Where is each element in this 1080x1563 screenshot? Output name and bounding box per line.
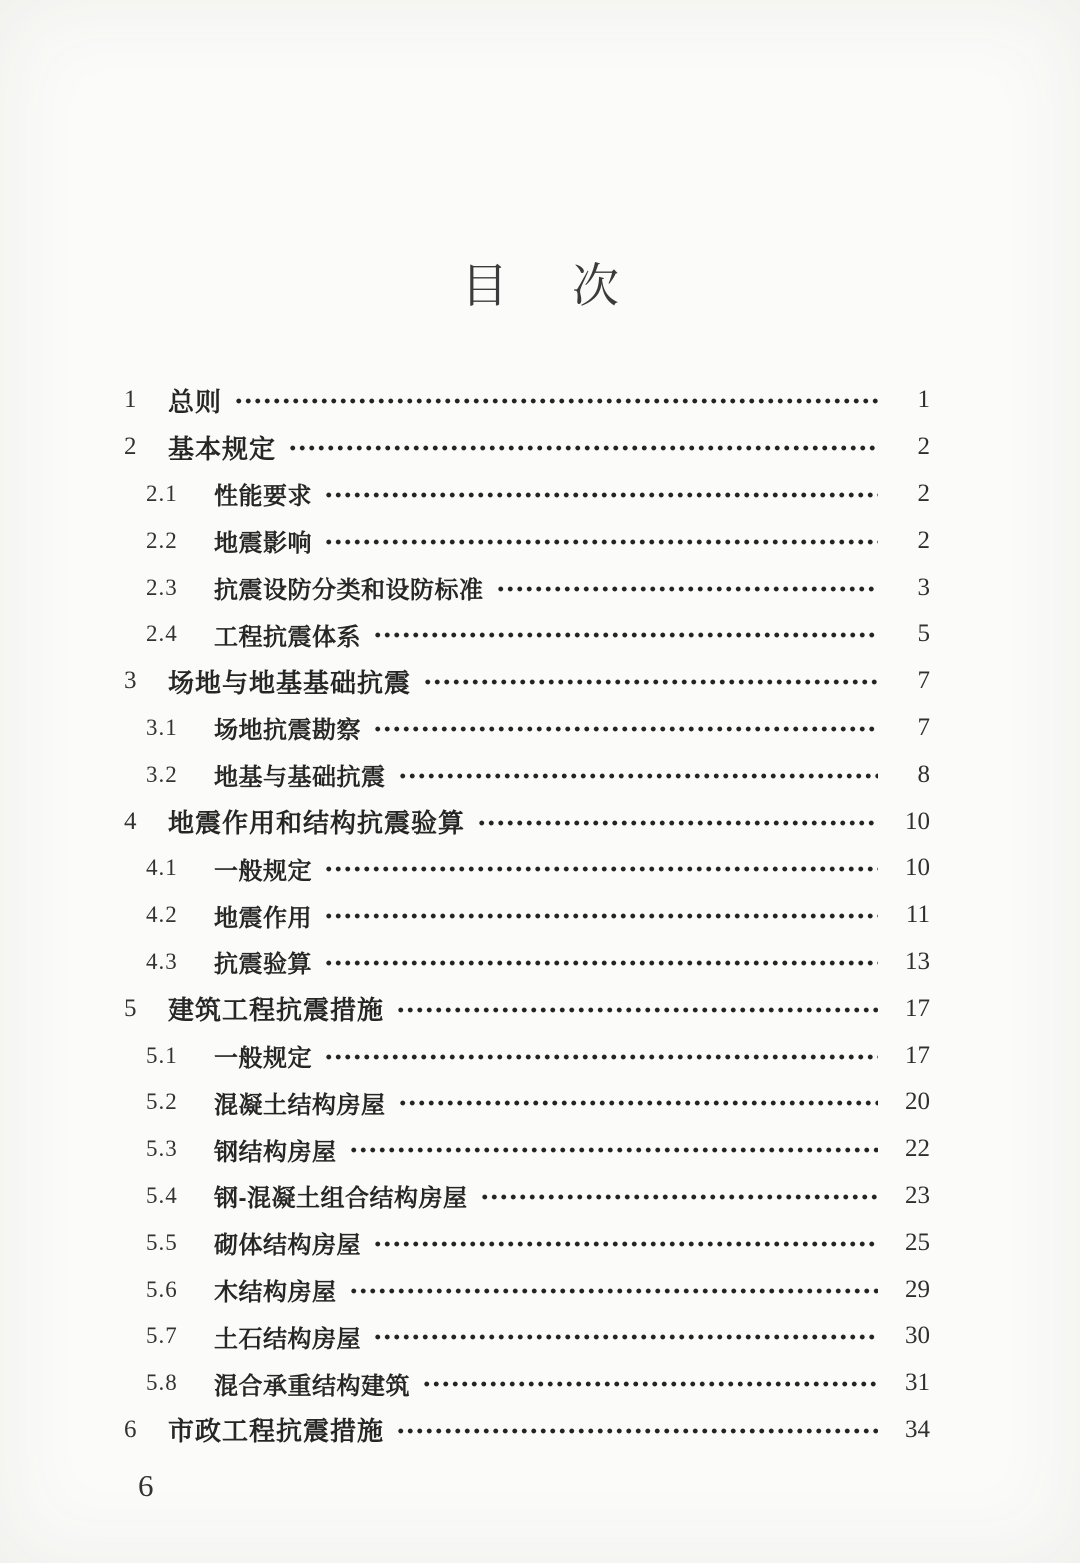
- toc-entry-number: 5.3: [146, 1136, 178, 1162]
- dot-leader: [324, 1032, 878, 1079]
- toc-entry-title: 地基与基础抗震: [214, 764, 386, 792]
- dot-leader: [396, 985, 878, 1032]
- toc-entry-number: 3: [124, 667, 137, 695]
- toc-entry-page: 8: [917, 760, 930, 788]
- toc-heading-char-right: 次: [572, 261, 619, 313]
- toc-entry-page: 2: [917, 526, 930, 554]
- toc-entry-number: 2.3: [146, 574, 178, 600]
- toc-entry: [118, 377, 930, 424]
- toc-entry: [118, 939, 930, 986]
- toc-entry-page: 2: [917, 479, 930, 507]
- toc-entry-number: 5: [124, 994, 137, 1022]
- toc-entry: [118, 1079, 930, 1126]
- toc-entry-title: 土石结构房屋: [214, 1325, 361, 1353]
- toc-entry-title: 一般规定: [214, 857, 312, 885]
- toc-entry-page: 7: [917, 713, 930, 741]
- toc-entry-title: 抗震验算: [214, 951, 312, 979]
- toc-entry-number: 4.1: [146, 855, 178, 881]
- toc-entry: [118, 1407, 930, 1454]
- dot-leader: [324, 517, 878, 564]
- toc-entry-title: 基本规定: [168, 433, 277, 464]
- toc-entry-number: 2.4: [146, 621, 178, 647]
- toc-entry: [118, 892, 930, 939]
- dot-leader: [480, 1173, 879, 1220]
- toc-entry: [118, 424, 930, 471]
- toc-list: [118, 377, 930, 1453]
- dot-leader: [422, 1360, 878, 1407]
- toc-entry-page: 5: [917, 620, 930, 648]
- toc-entry-number: 3.2: [146, 761, 178, 787]
- toc-entry-page: 1: [917, 386, 930, 414]
- toc-entry-title: 一般规定: [214, 1045, 312, 1073]
- toc-entry-number: 5.4: [146, 1182, 178, 1208]
- toc-entry: [118, 798, 930, 845]
- toc-entry: [118, 705, 930, 752]
- toc-entry: [118, 1032, 930, 1079]
- toc-entry-number: 5.5: [146, 1229, 178, 1255]
- toc-entry: [118, 564, 930, 611]
- toc-entry: [118, 471, 930, 518]
- dot-leader: [349, 1126, 879, 1173]
- toc-entry: [118, 1173, 930, 1220]
- toc-entry-page: 17: [905, 1041, 930, 1069]
- toc-entry-page: 23: [905, 1181, 930, 1209]
- toc-entry-title: 混合承重结构建筑: [214, 1372, 410, 1400]
- toc-entry-page: 34: [905, 1415, 930, 1443]
- toc-entry-page: 31: [905, 1369, 930, 1397]
- toc-entry-title: 砌体结构房屋: [214, 1232, 361, 1260]
- toc-entry-title: 场地与地基基础抗震: [168, 667, 412, 698]
- dot-leader: [288, 424, 878, 471]
- toc-entry-page: 20: [905, 1088, 930, 1116]
- toc-entry-title: 地震作用和结构抗震验算: [168, 808, 466, 839]
- toc-entry: [118, 1126, 930, 1173]
- toc-entry-number: 5.2: [146, 1089, 178, 1115]
- toc-heading-char-left: 目: [461, 261, 508, 313]
- toc-entry: [118, 751, 930, 798]
- toc-entry-title: 总则: [168, 386, 223, 417]
- toc-entry-number: 1: [124, 386, 137, 414]
- toc-entry-number: 5.7: [146, 1323, 178, 1349]
- toc-entry-page: 30: [905, 1322, 930, 1350]
- toc-entry-page: 17: [905, 994, 930, 1022]
- dot-leader: [234, 377, 878, 424]
- dot-leader: [496, 564, 879, 611]
- toc-entry: [118, 1313, 930, 1360]
- toc-entry-number: 2: [124, 433, 137, 461]
- toc-entry-number: 2.1: [146, 480, 178, 506]
- dot-leader: [373, 1219, 878, 1266]
- dot-leader: [423, 658, 878, 705]
- toc-entry-page: 22: [905, 1135, 930, 1163]
- dot-leader: [398, 1079, 879, 1126]
- toc-entry-page: 10: [905, 854, 930, 882]
- dot-leader: [349, 1266, 879, 1313]
- toc-entry-title: 混凝土结构房屋: [214, 1091, 386, 1119]
- toc-heading: [0, 262, 1080, 314]
- toc-entry-title: 木结构房屋: [214, 1279, 337, 1307]
- toc-entry: [118, 658, 930, 705]
- toc-entry-title: 钢-混凝土组合结构房屋: [214, 1185, 468, 1213]
- toc-entry-page: 10: [905, 807, 930, 835]
- dot-leader: [324, 939, 878, 986]
- toc-entry-title: 地震作用: [214, 904, 312, 932]
- toc-entry-title: 抗震设防分类和设防标准: [214, 577, 484, 605]
- toc-entry-number: 6: [124, 1415, 137, 1443]
- page-number: 6: [138, 1468, 154, 1503]
- toc-entry-title: 地震影响: [214, 530, 312, 558]
- dot-leader: [373, 611, 878, 658]
- dot-leader: [398, 751, 879, 798]
- toc-entry-page: 3: [917, 573, 930, 601]
- dot-leader: [373, 1313, 878, 1360]
- dot-leader: [324, 892, 878, 939]
- dot-leader: [324, 845, 878, 892]
- toc-entry-title: 性能要求: [214, 483, 312, 511]
- toc-entry: [118, 1266, 930, 1313]
- toc-entry-title: 市政工程抗震措施: [168, 1416, 385, 1447]
- toc-entry-number: 5.6: [146, 1276, 178, 1302]
- toc-entry-page: 7: [917, 667, 930, 695]
- toc-entry-number: 4: [124, 807, 137, 835]
- toc-entry-number: 5.1: [146, 1042, 178, 1068]
- toc-entry-title: 场地抗震勘察: [214, 717, 361, 745]
- dot-leader: [324, 471, 878, 518]
- toc-entry-page: 2: [917, 433, 930, 461]
- toc-entry-page: 29: [905, 1275, 930, 1303]
- toc-entry-number: 4.2: [146, 902, 178, 928]
- toc-entry: [118, 611, 930, 658]
- toc-entry-number: 4.3: [146, 948, 178, 974]
- toc-entry-number: 3.1: [146, 714, 178, 740]
- toc-entry-title: 建筑工程抗震措施: [168, 995, 385, 1026]
- dot-leader: [373, 705, 878, 752]
- toc-entry: [118, 1219, 930, 1266]
- dot-leader: [396, 1407, 878, 1454]
- toc-entry: [118, 985, 930, 1032]
- toc-entry-page: 11: [905, 901, 930, 929]
- dot-leader: [477, 798, 878, 845]
- toc-entry-title: 钢结构房屋: [214, 1138, 337, 1166]
- toc-entry-number: 5.8: [146, 1370, 178, 1396]
- toc-entry: [118, 845, 930, 892]
- toc-entry: [118, 517, 930, 564]
- toc-entry-title: 工程抗震体系: [214, 623, 361, 651]
- toc-entry: [118, 1360, 930, 1407]
- toc-entry-page: 13: [905, 947, 930, 975]
- toc-entry-page: 25: [905, 1228, 930, 1256]
- toc-entry-number: 2.2: [146, 527, 178, 553]
